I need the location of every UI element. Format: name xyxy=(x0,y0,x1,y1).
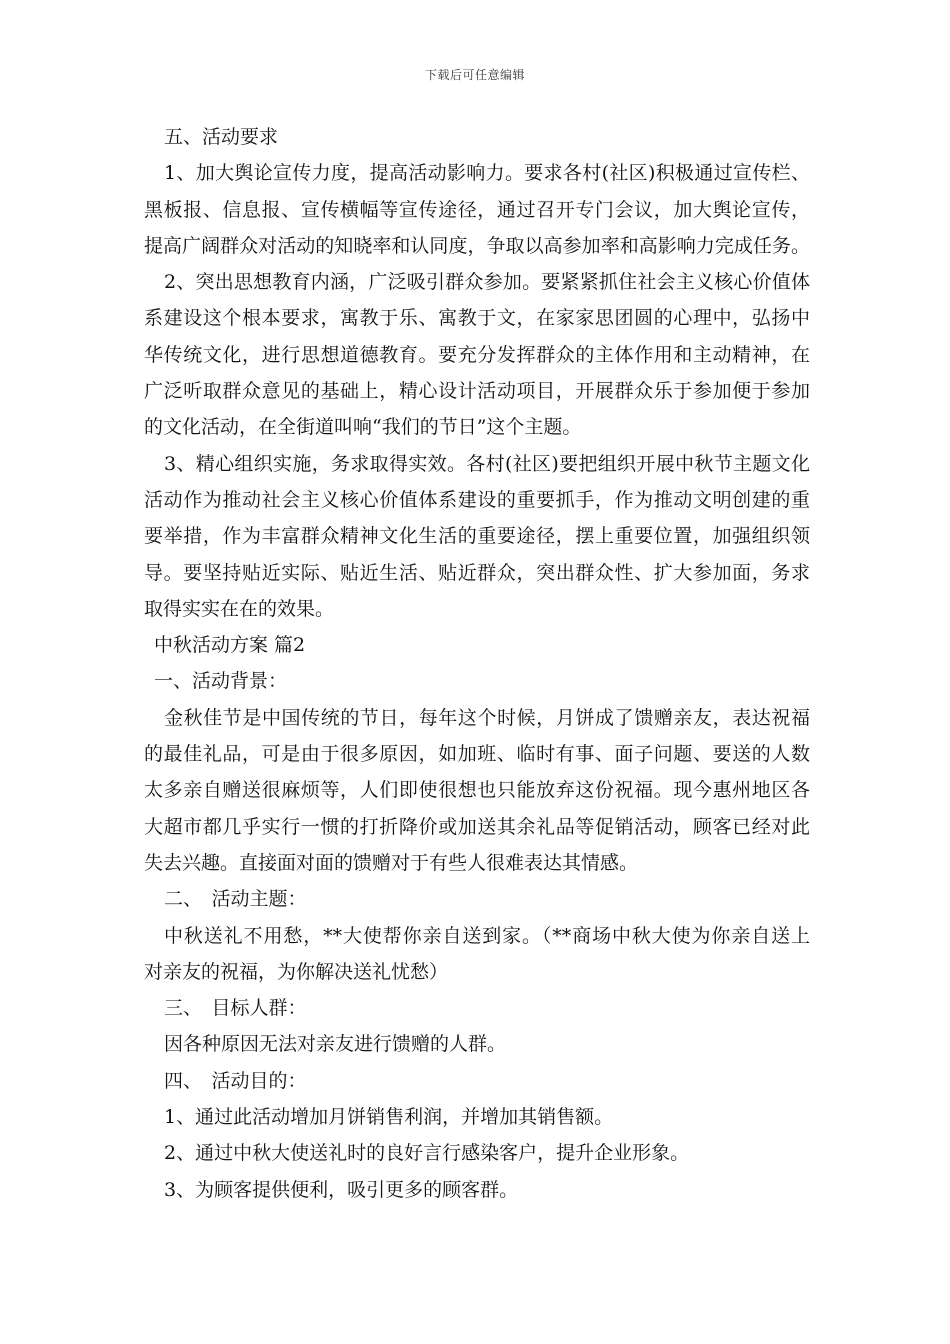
text-line: 取得实实在在的效果。 xyxy=(144,597,335,620)
text-line: 一、活动背景： xyxy=(154,670,288,693)
text-line: 导。要坚持贴近实际、贴近生活、贴近群众，突出群众性、扩大参加面，务求 xyxy=(144,561,810,584)
text-line: 四、 活动目的： xyxy=(164,1069,307,1092)
document-body xyxy=(144,119,810,1208)
text-line: 大超市都几乎实行一惯的打折降价或加送其余礼品等促销活动，顾客已经对此 xyxy=(144,815,810,838)
text-line: 3、精心组织实施，务求取得实效。各村(社区)要把组织开展中秋节主题文化 xyxy=(164,452,810,475)
text-line: 失去兴趣。直接面对面的馈赠对于有些人很难表达其情感。 xyxy=(144,851,639,874)
text-line: 五、活动要求 xyxy=(164,126,279,148)
text-line: 3、为顾客提供便利，吸引更多的顾客群。 xyxy=(164,1178,519,1201)
text-line: 活动作为推动社会主义核心价值体系建设的重要抓手，作为推动文明创建的重 xyxy=(144,488,810,511)
text-line: 华传统文化，进行思想道德教育。要充分发挥群众的主体作用和主动精神，在 xyxy=(144,343,810,366)
text-line: 二、 活动主题： xyxy=(164,888,307,911)
text-line: 三、 目标人群： xyxy=(164,997,307,1020)
text-line: 的文化活动，在全街道叫响“我们的节日”这个主题。 xyxy=(144,416,582,439)
text-line: 因各种原因无法对亲友进行馈赠的人群。 xyxy=(164,1033,507,1056)
text-line: 1、通过此活动增加月饼销售利润，并增加其销售额。 xyxy=(164,1106,614,1129)
text-line: 金秋佳节是中国传统的节日，每年这个时候，月饼成了馈赠亲友，表达祝福 xyxy=(164,706,810,729)
text-line: 的最佳礼品，可是由于很多原因，如加班、临时有事、面子问题、要送的人数 xyxy=(144,743,810,766)
text-line: 2、突出思想教育内涵，广泛吸引群众参加。要紧紧抓住社会主义核心价值体 xyxy=(164,271,810,294)
text-line: 中秋送礼不用愁，**大使帮你亲自送到家。（**商场中秋大使为你亲自送上 xyxy=(164,924,810,947)
text-line: 广泛听取群众意见的基础上，精心设计活动项目，开展群众乐于参加便于参加 xyxy=(144,380,810,403)
page-header: 下载后可任意编辑 xyxy=(424,68,525,82)
text-line: 要举措，作为丰富群众精神文化生活的重要途径，摆上重要位置，加强组织领 xyxy=(144,525,810,548)
text-line: 2、通过中秋大使送礼时的良好言行感染客户，提升企业形象。 xyxy=(164,1142,690,1165)
text-line: 对亲友的祝福，为你解决送礼忧愁） xyxy=(144,960,449,983)
text-line: 系建设这个根本要求，寓教于乐、寓教于文，在家家思团圆的心理中，弘扬中 xyxy=(144,307,810,330)
text-line: 中秋活动方案 篇2 xyxy=(154,634,306,657)
text-line: 黑板报、信息报、宣传横幅等宣传途径，通过召开专门会议，加大舆论宣传， xyxy=(144,198,810,221)
text-line: 提高广阔群众对活动的知晓率和认同度，争取以高参加率和高影响力完成任务。 xyxy=(144,234,810,257)
text-line: 太多亲自赠送很麻烦等，人们即使很想也只能放弃这份祝福。现今惠州地区各 xyxy=(144,779,810,802)
text-line: 1、加大舆论宣传力度，提高活动影响力。要求各村(社区)积极通过宣传栏、 xyxy=(164,162,810,185)
